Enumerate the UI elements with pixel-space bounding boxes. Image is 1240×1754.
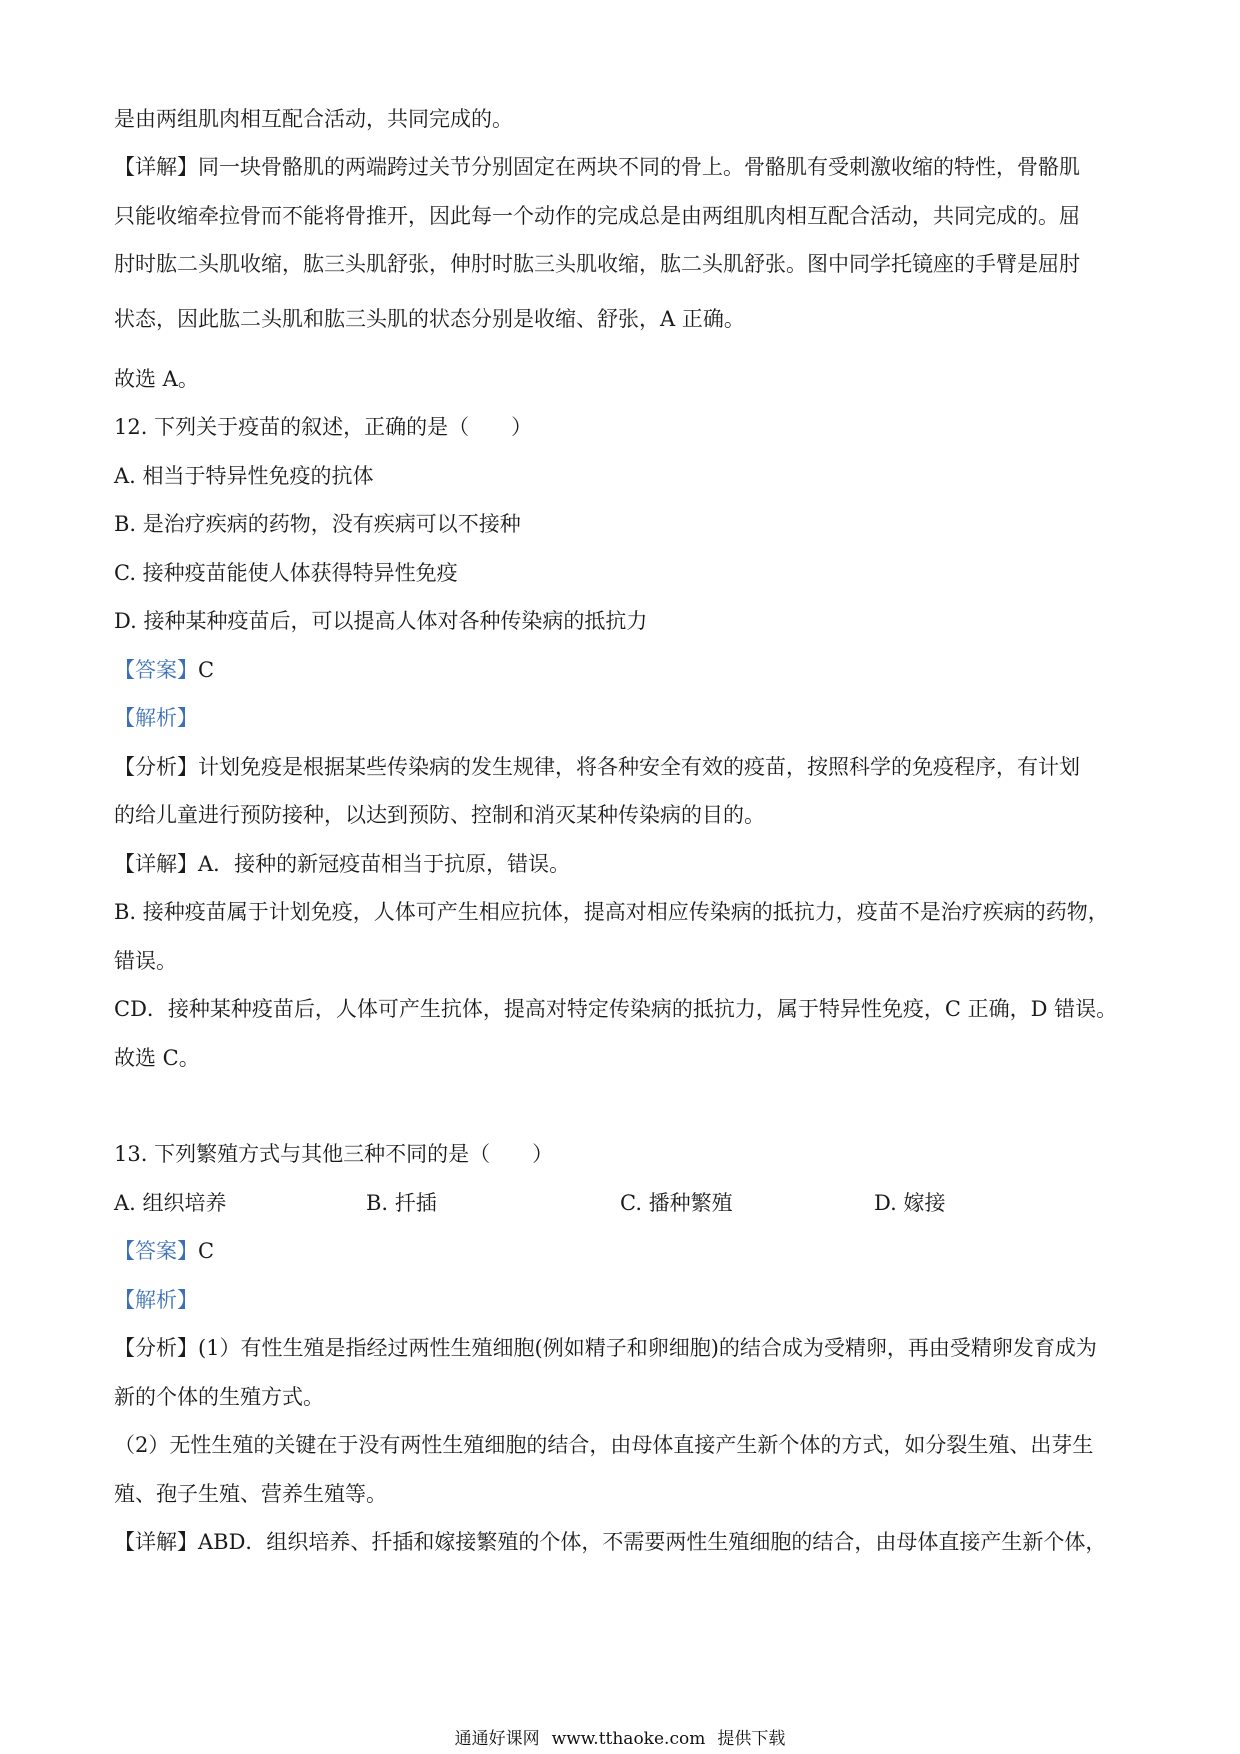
- answer-value: C: [198, 1239, 215, 1263]
- question-12-analysis-label: 【解析】: [114, 706, 198, 730]
- answer-value: C: [198, 658, 215, 682]
- text-line: 【详解】ABD．组织培养、扦插和嫁接繁殖的个体，不需要两性生殖细胞的结合，由母体直接产生新个体，: [114, 1530, 1107, 1554]
- answer-label: 【答案】: [114, 658, 198, 682]
- text-line: 新的个体的生殖方式。: [114, 1385, 324, 1409]
- question-13-stem: 13. 下列繁殖方式与其他三种不同的是（ ）: [114, 1142, 554, 1166]
- question-12-answer: [114, 655, 214, 685]
- text-line: 的给儿童进行预防接种，以达到预防、控制和消灭某种传染病的目的。: [114, 803, 765, 827]
- text-line: 【分析】计划免疫是根据某些传染病的发生规律，将各种安全有效的疫苗，按照科学的免疫程序，有计划: [114, 755, 1080, 779]
- text-line: 【详解】同一块骨骼肌的两端跨过关节分别固定在两块不同的骨上。骨骼肌有受刺激收缩的特性，骨骼肌: [114, 155, 1080, 179]
- question-12-stem: 12. 下列关于疫苗的叙述，正确的是（ ）: [114, 415, 533, 439]
- question-12-option-b: B. 是治疗疾病的药物，没有疾病可以不接种: [114, 512, 521, 536]
- question-12-option-a: A. 相当于特异性免疫的抗体: [114, 464, 374, 488]
- question-13-option-d: D. 嫁接: [874, 1191, 946, 1215]
- footer-site: 通通好课网: [454, 1729, 540, 1749]
- text-line: 肘时肱二头肌收缩，肱三头肌舒张，伸肘时肱三头肌收缩，肱二头肌舒张。图中同学托镜座的手臂是屈肘: [114, 252, 1080, 276]
- page-footer: [0, 1728, 1240, 1750]
- text-line: B. 接种疫苗属于计划免疫，人体可产生相应抗体，提高对相应传染病的抵抗力，疫苗不是治疗疾病的药物，: [114, 900, 1109, 924]
- text-line: 是由两组肌肉相互配合活动，共同完成的。: [114, 107, 513, 131]
- text-line: 故选 C。: [114, 1046, 200, 1070]
- text-line: CD．接种某种疫苗后，人体可产生抗体，提高对特定传染病的抵抗力，属于特异性免疫，C 正确，D 错误。: [114, 997, 1118, 1021]
- footer-url[interactable]: www.tthaoke.com: [551, 1729, 706, 1749]
- answer-label: 【答案】: [114, 1239, 198, 1263]
- question-12-option-d: D. 接种某种疫苗后，可以提高人体对各种传染病的抵抗力: [114, 609, 648, 633]
- text-line: 状态，因此肱二头肌和肱三头肌的状态分别是收缩、舒张，A 正确。: [114, 307, 745, 331]
- question-13-option-a: A. 组织培养: [114, 1191, 227, 1215]
- text-line: 只能收缩牵拉骨而不能将骨推开，因此每一个动作的完成总是由两组肌肉相互配合活动，共同完成的。屈: [114, 204, 1080, 228]
- question-13-option-b: B. 扦插: [366, 1191, 437, 1215]
- footer-suffix: 提供下载: [717, 1729, 786, 1749]
- text-line: 【分析】(1）有性生殖是指经过两性生殖细胞(例如精子和卵细胞)的结合成为受精卵，再由受精卵发育成为: [114, 1336, 1097, 1360]
- text-line: 殖、孢子生殖、营养生殖等。: [114, 1482, 387, 1506]
- text-line: 错误。: [114, 949, 177, 973]
- question-13-analysis-label: 【解析】: [114, 1288, 198, 1312]
- text-line: （2）无性生殖的关键在于没有两性生殖细胞的结合，由母体直接产生新个体的方式，如分裂生殖、出芽生: [114, 1433, 1094, 1457]
- text-line: 故选 A。: [114, 367, 199, 391]
- text-line: 【详解】A．接种的新冠疫苗相当于抗原，错误。: [114, 852, 571, 876]
- question-12-option-c: C. 接种疫苗能使人体获得特异性免疫: [114, 561, 458, 585]
- question-13-answer: [114, 1236, 214, 1266]
- question-13-option-c: C. 播种繁殖: [620, 1191, 733, 1215]
